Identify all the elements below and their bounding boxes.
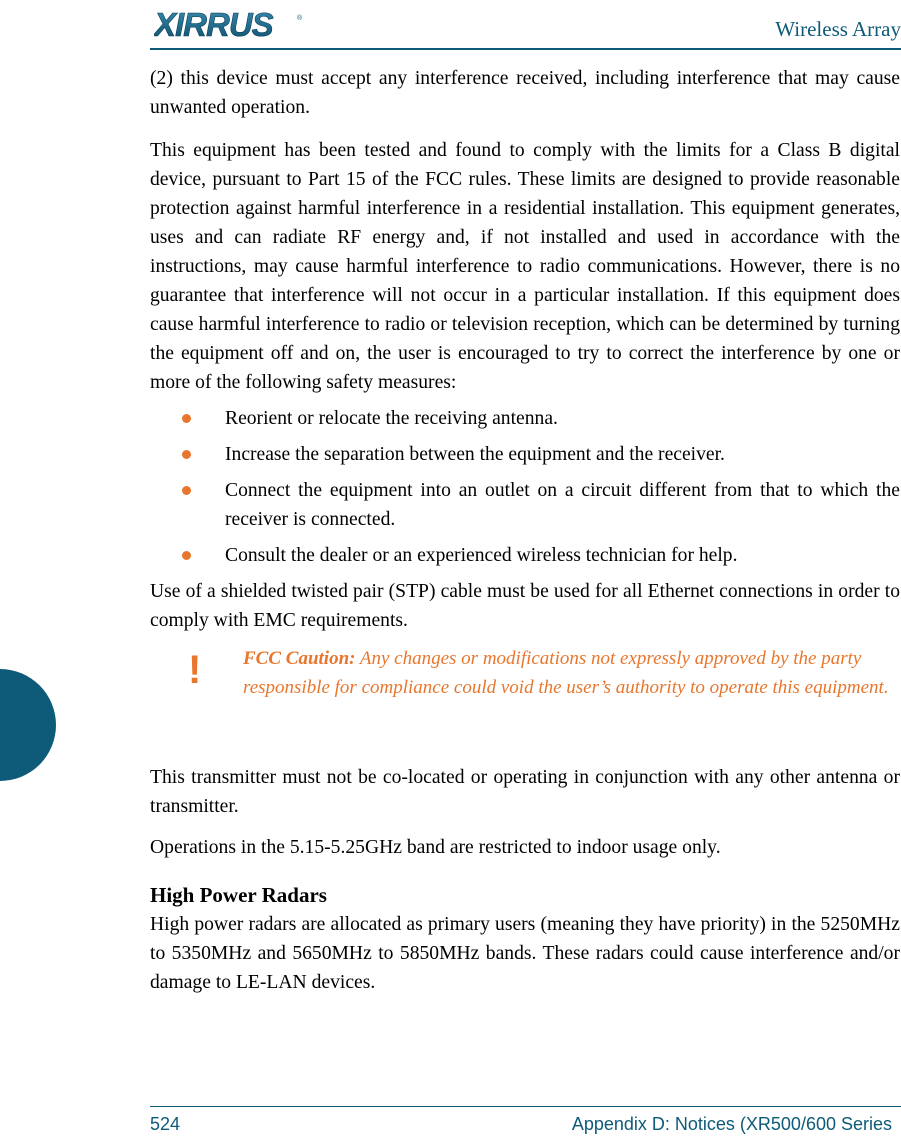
caution-body: Any changes or modifications not expressly approved by the party responsible for compliance could void the user’s authority to operate this equipment.	[243, 648, 889, 698]
list-item	[150, 440, 900, 469]
xirrus-logo	[154, 9, 306, 41]
bullet-dot-icon	[182, 486, 191, 495]
paragraph-stp-cable: Use of a shielded twisted pair (STP) cable must be used for all Ethernet connections in order to comply with EMC requirements.	[150, 581, 900, 631]
paragraph-fcc-compliance: This equipment has been tested and found to comply with the limits for a Class B digital device, pursuant to Part 15 of the FCC rules. These limits are designed to provide reasonable protection against harmful interference in a residential installation. This equipment generates, uses and can radiate RF energy and, if not installed and used in accordance with the instructions, may cause harmful interference to radio communications. However, there is no guarantee that interference will not occur in a particular installation. If this equipment does cause harmful interference to radio or television reception, which can be determined by turning the equipment off and on, the user is encouraged to try to correct the interference by one or more of the following safety measures:	[150, 140, 900, 393]
chapter-side-tab	[0, 669, 56, 781]
page-content	[150, 64, 900, 997]
page-header	[150, 0, 901, 52]
bullet-dot-icon	[182, 414, 191, 423]
paragraph-transmitter: This transmitter must not be co-located or operating in conjunction with any other antenna or transmitter.	[150, 767, 900, 817]
caution-exclamation-icon: !	[188, 648, 202, 692]
bullet-dot-icon	[182, 551, 191, 560]
paragraph-interference-accept: (2) this device must accept any interference received, including interference that may cause unwanted operation.	[150, 68, 900, 118]
list-item	[150, 541, 900, 570]
svg-text:®: ®	[297, 15, 303, 22]
section-heading: High Power Radars	[150, 883, 327, 907]
footer-divider	[150, 1106, 901, 1107]
header-divider	[150, 48, 901, 50]
footer-section-title: Appendix D: Notices (XR500/600 Series	[571, 1114, 892, 1134]
list-item-text: Increase the separation between the equipment and the receiver.	[225, 444, 725, 465]
list-item	[150, 404, 900, 433]
footer-page-number: 524	[150, 1114, 181, 1134]
paragraph-band-restriction: Operations in the 5.15-5.25GHz band are restricted to indoor usage only.	[150, 837, 721, 858]
paragraph-radars: High power radars are allocated as primary users (meaning they have priority) in the 5250MHz to 5350MHz and 5650MHz to 5850MHz bands. These radars could cause interference and/or damage to LE-LAN devices.	[150, 914, 900, 993]
fcc-caution-note	[150, 645, 900, 742]
safety-measures-list	[150, 404, 900, 570]
caution-text	[243, 645, 900, 702]
list-item-text: Connect the equipment into an outlet on a circuit different from that to which the receiver is connected.	[225, 480, 900, 530]
caution-label: FCC Caution:	[243, 648, 356, 669]
list-item-text: Consult the dealer or an experienced wireless technician for help.	[225, 545, 738, 566]
bullet-dot-icon	[182, 450, 191, 459]
svg-text:XIRRUS: XIRRUS	[154, 9, 273, 41]
list-item-text: Reorient or relocate the receiving antenna.	[225, 408, 558, 429]
header-title: Wireless Array	[775, 17, 901, 41]
list-item	[150, 476, 900, 534]
